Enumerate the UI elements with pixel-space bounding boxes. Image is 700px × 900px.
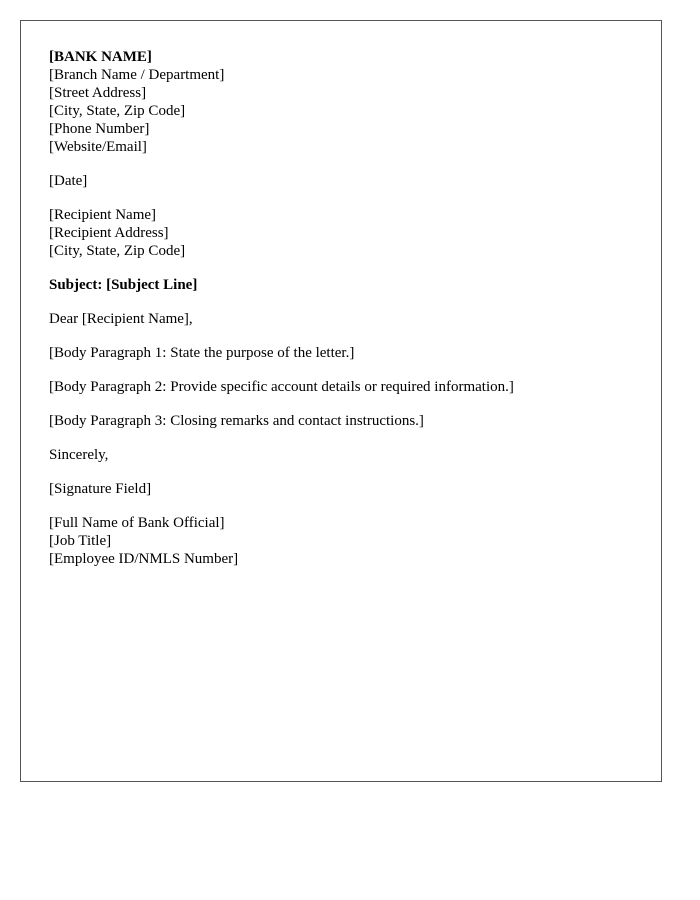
- official-title: [Job Title]: [49, 533, 112, 549]
- body-paragraph-1: [49, 344, 641, 362]
- sender-street: [Street Address]: [49, 85, 147, 101]
- body-paragraph-1-text: [Body Paragraph 1: State the purpose of the letter.]: [49, 345, 355, 361]
- sender-city: [City, State, Zip Code]: [49, 103, 186, 119]
- body-paragraph-3: [49, 412, 641, 430]
- closing: Sincerely,: [49, 447, 109, 463]
- official-id: [Employee ID/NMLS Number]: [49, 551, 239, 567]
- salutation: Dear [Recipient Name],: [49, 311, 193, 327]
- official-name: [Full Name of Bank Official]: [49, 515, 225, 531]
- date-block: [49, 172, 641, 190]
- recipient-city: [City, State, Zip Code]: [49, 243, 186, 259]
- sender-web: [Website/Email]: [49, 139, 147, 155]
- branch-name: [Branch Name / Department]: [49, 67, 225, 83]
- letter-date: [Date]: [49, 173, 88, 189]
- official-block: [49, 514, 641, 568]
- recipient-name: [Recipient Name]: [49, 207, 157, 223]
- recipient-address: [Recipient Address]: [49, 225, 169, 241]
- signature-block: [49, 480, 641, 498]
- signature-field: [Signature Field]: [49, 481, 152, 497]
- subject-value: [Subject Line]: [106, 277, 198, 293]
- subject-block: [49, 276, 641, 294]
- body-paragraph-3-text: [Body Paragraph 3: Closing remarks and contact instructions.]: [49, 413, 424, 429]
- sender-block: [49, 48, 641, 156]
- recipient-block: [49, 206, 641, 260]
- body-paragraph-2-text: [Body Paragraph 2: Provide specific account details or required information.]: [49, 379, 514, 395]
- bank-name: [BANK NAME]: [49, 49, 152, 65]
- sender-phone: [Phone Number]: [49, 121, 150, 137]
- letter-frame: [20, 20, 662, 782]
- subject-line: [49, 276, 641, 294]
- salutation-block: [49, 310, 641, 328]
- subject-label: Subject:: [49, 277, 103, 293]
- closing-block: [49, 446, 641, 464]
- letter-content: [49, 48, 641, 584]
- body-paragraph-2: [49, 378, 641, 396]
